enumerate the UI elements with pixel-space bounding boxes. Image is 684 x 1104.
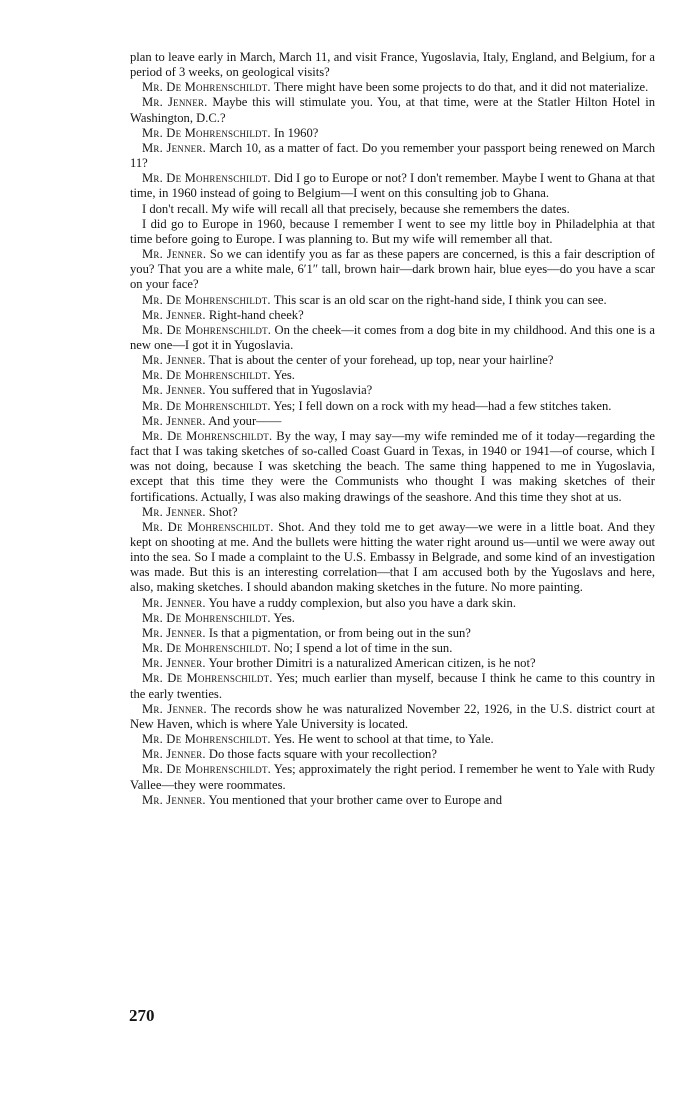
page-number: 270 (129, 1006, 155, 1025)
testimony-text: Yes; much earlier than myself, because I think he came to this country in the early twenties. (130, 671, 656, 701)
speaker-name: Mr. Jenner. (142, 383, 206, 398)
speaker-name: Mr. Jenner. (142, 656, 206, 671)
testimony-paragraph (130, 505, 655, 520)
testimony-paragraph (130, 732, 655, 747)
testimony-text: Yes. (273, 610, 295, 625)
speaker-name: Mr. Jenner. (142, 353, 206, 368)
speaker-name: Mr. Jenner. (142, 701, 207, 716)
testimony-text: Maybe this will stimulate you. You, at that time, were at the Statler Hilton Hotel in Washington, D.C.? (130, 95, 655, 125)
speaker-name: Mr. De Mohrenschildt. (142, 398, 271, 413)
speaker-name: Mr. De Mohrenschildt. (142, 610, 271, 625)
speaker-name: Mr. De Mohrenschildt. (142, 80, 271, 95)
speaker-name: Mr. De Mohrenschildt. (142, 671, 273, 686)
testimony-paragraph (130, 323, 655, 353)
speaker-name: Mr. De Mohrenschildt. (142, 519, 274, 534)
speaker-name: Mr. De Mohrenschildt. (142, 322, 272, 337)
speaker-name: Mr. De Mohrenschildt. (142, 125, 271, 140)
testimony-paragraph (130, 95, 655, 125)
testimony-paragraph (130, 80, 655, 95)
speaker-name: Mr. Jenner. (142, 140, 206, 155)
speaker-name: Mr. De Mohrenschildt. (142, 292, 271, 307)
testimony-paragraph (130, 414, 655, 429)
speaker-name: Mr. De Mohrenschildt. (142, 368, 271, 383)
testimony-paragraph (130, 399, 655, 414)
testimony-text: Your brother Dimitri is a naturalized American citizen, is he not? (208, 656, 536, 671)
speaker-name: Mr. De Mohrenschildt. (142, 762, 271, 777)
testimony-text: Do those facts square with your recollection? (208, 747, 437, 762)
speaker-name: Mr. Jenner. (142, 504, 206, 519)
testimony-text: March 10, as a matter of fact. Do you remember your passport being renewed on March 11? (130, 140, 655, 171)
transcript-body (130, 50, 655, 808)
testimony-paragraph (130, 656, 655, 671)
testimony-paragraph (130, 202, 655, 217)
testimony-paragraph (130, 171, 655, 201)
testimony-paragraph (130, 293, 655, 308)
testimony-text: Yes; approximately the right period. I remember he went to Yale with Rudy Vallee—they were roommates. (130, 762, 655, 792)
testimony-paragraph (130, 308, 655, 323)
testimony-paragraph (130, 141, 655, 171)
testimony-text: Shot. And they told me to get away—we were in a little boat. And they kept on shooting at me. And the bullets were hitting the water right around us—until we were away out into the sea. So I made a complaint to the U.S. Embassy in Belgrade, and some kind of an investigation was made. But this is an interesting correlation—that I am accused both by the Yugoslavs and here, also, making sketches. I should abandon making sketches in the future. No more painting. (130, 519, 655, 595)
testimony-paragraph (130, 247, 655, 292)
testimony-paragraph (130, 353, 655, 368)
testimony-paragraph (130, 641, 655, 656)
testimony-paragraph (130, 671, 655, 701)
testimony-paragraph (130, 762, 655, 792)
speaker-name: Mr. Jenner. (142, 625, 206, 640)
testimony-text: Is that a pigmentation, or from being out in the sun? (208, 625, 471, 640)
testimony-text: So we can identify you as far as these papers are concerned, is this a fair description of you? That you are a white male, 6′1″ tall, brown hair—dark brown hair, blue eyes—do you have a scar on your face? (130, 247, 655, 292)
testimony-paragraph (130, 596, 655, 611)
testimony-paragraph (130, 126, 655, 141)
testimony-paragraph (130, 702, 655, 732)
testimony-text: Shot? (208, 504, 238, 519)
testimony-text: You mentioned that your brother came over to Europe and (208, 792, 502, 807)
testimony-text: Did I go to Europe or not? I don't remember. Maybe I went to Ghana at that time, in 1960 instead of going to Belgium—I went on this consulting job to Ghana. (130, 171, 655, 201)
speaker-name: Mr. Jenner. (142, 247, 207, 262)
speaker-name: Mr. De Mohrenschildt. (142, 732, 271, 747)
testimony-text: Yes; I fell down on a rock with my head—had a few stitches taken. (273, 398, 612, 413)
testimony-paragraph (130, 383, 655, 398)
testimony-text: I don't recall. My wife will recall all that precisely, because she remembers the dates. (142, 201, 570, 216)
testimony-text: I did go to Europe in 1960, because I remember I went to see my little boy in Philadelphia at that time before going to Europe. I was planning to. But my wife will remember all that. (130, 216, 655, 246)
speaker-name: Mr. Jenner. (142, 792, 206, 807)
testimony-text: Right-hand cheek? (208, 307, 304, 322)
testimony-text: By the way, I may say—my wife reminded me of it today—regarding the fact that I was taking sketches of so-called Coast Guard in Texas, in 1940 or 1941—of course, which I was not doing, because I was sketching the beach. The same thing happened to me in Yugoslavia, except that this time they were the Communists who thought I was making sketches of their fortifications. Actually, I was also making drawings of the seashore. And this time they shot at us. (130, 428, 655, 504)
speaker-name: Mr. De Mohrenschildt. (142, 428, 273, 443)
speaker-name: Mr. Jenner. (142, 747, 206, 762)
testimony-paragraph (130, 793, 655, 808)
testimony-text: You have a ruddy complexion, but also you have a dark skin. (208, 595, 516, 610)
testimony-paragraph (130, 368, 655, 383)
testimony-paragraph (130, 520, 655, 596)
testimony-text: This scar is an old scar on the right-hand side, I think you can see. (273, 292, 607, 307)
speaker-name: Mr. De Mohrenschildt. (142, 171, 271, 186)
continued-paragraph (130, 50, 655, 80)
speaker-name: Mr. Jenner. (142, 413, 206, 428)
testimony-text: Yes. (273, 368, 295, 383)
speaker-name: Mr. Jenner. (142, 307, 206, 322)
testimony-text: You suffered that in Yugoslavia? (208, 383, 373, 398)
speaker-name: Mr. Jenner. (142, 95, 208, 110)
testimony-paragraph (130, 611, 655, 626)
testimony-paragraph (130, 747, 655, 762)
testimony-text: There might have been some projects to do that, and it did not materialize. (273, 80, 649, 95)
speaker-name: Mr. Jenner. (142, 595, 206, 610)
testimony-paragraph (130, 217, 655, 247)
testimony-text: That is about the center of your forehead, up top, near your hairline? (208, 353, 554, 368)
testimony-paragraph (130, 626, 655, 641)
testimony-text: Yes. He went to school at that time, to Yale. (273, 732, 494, 747)
testimony-text: On the cheek—it comes from a dog bite in my childhood. And this one is a new one—I got it in Yugoslavia. (130, 322, 655, 352)
testimony-text: In 1960? (273, 125, 319, 140)
testimony-paragraph (130, 429, 655, 505)
speaker-name: Mr. De Mohrenschildt. (142, 641, 271, 656)
testimony-text: And your—— (208, 413, 282, 428)
testimony-text: The records show he was naturalized November 22, 1926, in the U.S. district court at New Haven, which is where Yale University is located. (130, 701, 655, 731)
testimony-text: plan to leave early in March, March 11, and visit France, Yugoslavia, Italy, England, and Belgium, for a period of 3 weeks, on geological visits? (130, 50, 655, 80)
testimony-text: No; I spend a lot of time in the sun. (273, 641, 453, 656)
